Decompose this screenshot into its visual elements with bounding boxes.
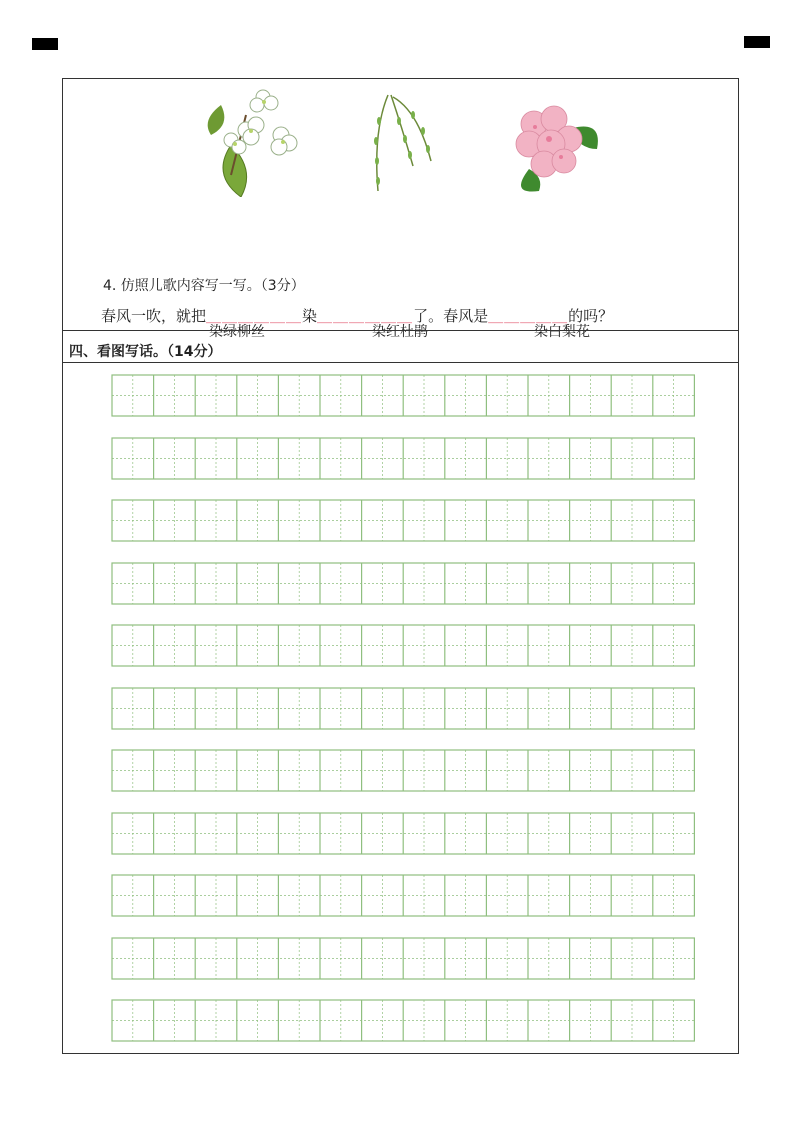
caption-2: 染红杜鹃 [372,324,428,340]
writing-grid-row[interactable] [111,562,694,604]
caption-1: 染绿柳丝 [209,324,265,340]
corner-mark-right [744,36,770,48]
worksheet-frame [62,78,739,1054]
question-4-sentence [101,305,613,326]
writing-grid-row[interactable] [111,874,694,916]
caption-3: 染白梨花 [534,324,590,340]
answer-blank-1[interactable]: ＿＿＿＿＿＿ [206,307,303,325]
sentence-part-1: 春风一吹，就把 [101,307,207,325]
writing-grid-row[interactable] [111,937,694,979]
section-divider-top [63,330,738,331]
writing-grid-row[interactable] [111,812,694,854]
writing-grid-row[interactable] [111,999,694,1041]
writing-grid-row[interactable] [111,624,694,666]
sentence-part-2: 染 [302,307,318,325]
azalea-image [499,99,603,195]
willow-branch-image [363,91,443,199]
answer-blank-3[interactable]: ＿＿＿＿＿ [488,307,569,325]
corner-mark-left [32,38,58,50]
writing-grid-row[interactable] [111,499,694,541]
writing-grid-row[interactable] [111,687,694,729]
sentence-part-3: 了。春风是 [413,307,489,325]
question-4-title: 4. 仿照儿歌内容写一写。（3分） [103,278,305,294]
section-4-title: 四、看图写话。（14分） [69,344,222,360]
sentence-part-4: 的吗？ [568,307,614,325]
answer-blank-2[interactable]: ＿＿＿＿＿＿ [317,307,414,325]
section-divider-bottom [63,362,738,363]
writing-grid-row[interactable] [111,749,694,791]
writing-grid-row[interactable] [111,437,694,479]
pear-blossom-image [201,85,311,197]
writing-grid-row[interactable] [111,374,694,416]
